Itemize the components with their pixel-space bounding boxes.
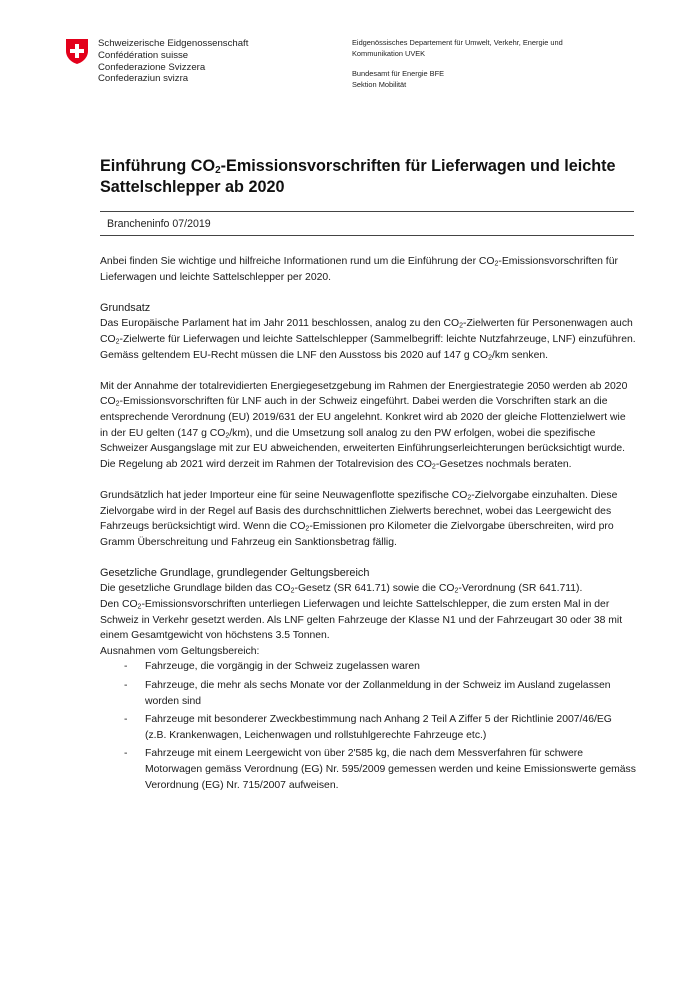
exceptions-list (100, 659, 636, 793)
confederation-name-block (98, 38, 248, 85)
list-item (100, 659, 636, 675)
bullet-dash: - (124, 680, 128, 692)
document-title: Einführung $CO_2$-Emissionsvorschriften für Lieferwagen und leichte Sattelschlepper ab 2020 (100, 157, 616, 196)
department-name-line2: Kommunikation UVEK (352, 48, 426, 58)
list-item-text: Fahrzeuge mit einem Leergewicht von über 2'585 kg, die nach dem Messverfahren für schwere Motorwagen gemäss Verordnung (EG) Nr. 595/2009 gemessen werden und keine Emissionswerte gemäss Verordnung (EG) Nr. 715/2007 aufweisen. (145, 748, 636, 791)
divider-top (100, 211, 634, 212)
office-name: Bundesamt für Energie BFE (352, 69, 445, 78)
divider-bottom (100, 235, 634, 236)
list-item-text: Fahrzeuge mit besonderer Zweckbestimmung nach Anhang 2 Teil A Ziffer 5 der Richtlinie 2007/46/EG (z.B. Krankenwagen, Leichenwagen und rollstuhlgerechte Fahrzeuge etc.) (145, 714, 612, 741)
confederation-name-it: Confederazione Svizzera (98, 61, 206, 73)
section-heading-gesetzliche-grundlage: Gesetzliche Grundlage, grundlegender Geltungsbereich (100, 566, 370, 579)
list-item-text: Fahrzeuge, die mehr als sechs Monate vor der Zollanmeldung in der Schweiz im Ausland zugelassen worden sind (145, 680, 611, 707)
list-item (100, 746, 636, 793)
grundsatz-paragraph-2: Mit der Annahme der totalrevidierten Energiegesetzgebung im Rahmen der Energiestrategie 2050 werden ab 2020 $CO_2$-Emissionsvorschriften für LNF auch in der Schweiz eingeführt. Dabei werden die Vorschriften stark an die entsprechende Verordnung (EU) 2019/631 der EU angelehnt. Konkret wird ab 2020 der gleiche Flottenzielwert wie in der EU gelten (147 g $CO_2/km$), und die Umsetzung soll analog zu den PW erfolgen, wobei die spezifische Schweizer Ausgangslage mit zur EU abweichenden, erweiterten Einführungserleichterungen berücksichtigt wurde. Die Regelung ab 2021 wird derzeit im Rahmen der Totalrevision des $CO_2$-Gesetzes nochmals beraten. (100, 380, 628, 471)
swiss-coat-of-arms-icon (65, 38, 89, 65)
exceptions-label: Ausnahmen vom Geltungsbereich: (100, 645, 260, 657)
brancheninfo-label: Brancheninfo 07/2019 (107, 218, 211, 230)
gesetz-paragraph-2: Den $CO_2$-Emissionsvorschriften unterliegen Lieferwagen und leichte Sattelschlepper, die zum ersten Mal in der Schweiz in Verkehr gesetzt werden. Als LNF gelten Fahrzeuge der Klasse N1 und der Fahrzeugart 30 oder 38 mit einem Gesamtgewicht von höchstens 3.5 Tonnen. (100, 599, 623, 642)
intro-paragraph: Anbei finden Sie wichtige und hilfreiche Informationen rund um die Einführung der $CO_2$-Emissionsvorschriften für Lieferwagen und leichte Sattelschlepper per 2020. (100, 256, 618, 283)
confederation-name-rm: Confederaziun svizra (98, 73, 189, 85)
section-heading-grundsatz: Grundsatz (100, 301, 151, 314)
list-item-text: Fahrzeuge, die vorgängig in der Schweiz zugelassen waren (145, 661, 420, 673)
grundsatz-paragraph-3: Grundsätzlich hat jeder Importeur eine für seine Neuwagenflotte spezifische $CO_2$-Zielvorgabe einzuhalten. Diese Zielvorgabe wird in der Regel auf Basis des durchschnittlichen Zielwerts berechnet, wobei das Leergewicht des Fahrzeugs berücksichtigt wird. Wenn die $CO_2$-Emissionen pro Kilometer die Zielvorgabe überschreiten, wird pro Gramm Überschreitung und Fahrzeug ein Sanktionsbetrag fällig. (100, 489, 618, 548)
list-item (100, 712, 636, 743)
gesetz-paragraph-1: Die gesetzliche Grundlage bilden das $CO_2$-Gesetz (SR 641.71) sowie die $CO_2$-Verordnung (SR 641.711). (100, 583, 583, 595)
department-block (352, 38, 563, 90)
bullet-dash: - (124, 714, 128, 726)
bullet-dash: - (124, 661, 128, 673)
document-body (100, 254, 636, 796)
confederation-name-de: Schweizerische Eidgenossenschaft (98, 38, 249, 49)
list-item (100, 678, 636, 709)
section-name: Sektion Mobilität (352, 79, 407, 89)
grundsatz-paragraph-1: Das Europäische Parlament hat im Jahr 2011 beschlossen, analog zu den $CO_2$-Zielwerten für Personenwagen auch $CO_2$-Zielwerte für Lieferwagen und leichte Sattelschlepper (Sammelbegriff: leichte Nutzfahrzeuge, LNF) einzuführen. Gemäss geltendem EU-Recht müssen die LNF den Ausstoss bis 2020 auf 147 g $CO_2/km$ senken. (100, 318, 636, 362)
department-name-line1: Eidgenössisches Departement für Umwelt, Verkehr, Energie und (352, 38, 563, 47)
bullet-dash: - (124, 748, 128, 760)
confederation-name-fr: Confédération suisse (98, 49, 189, 61)
